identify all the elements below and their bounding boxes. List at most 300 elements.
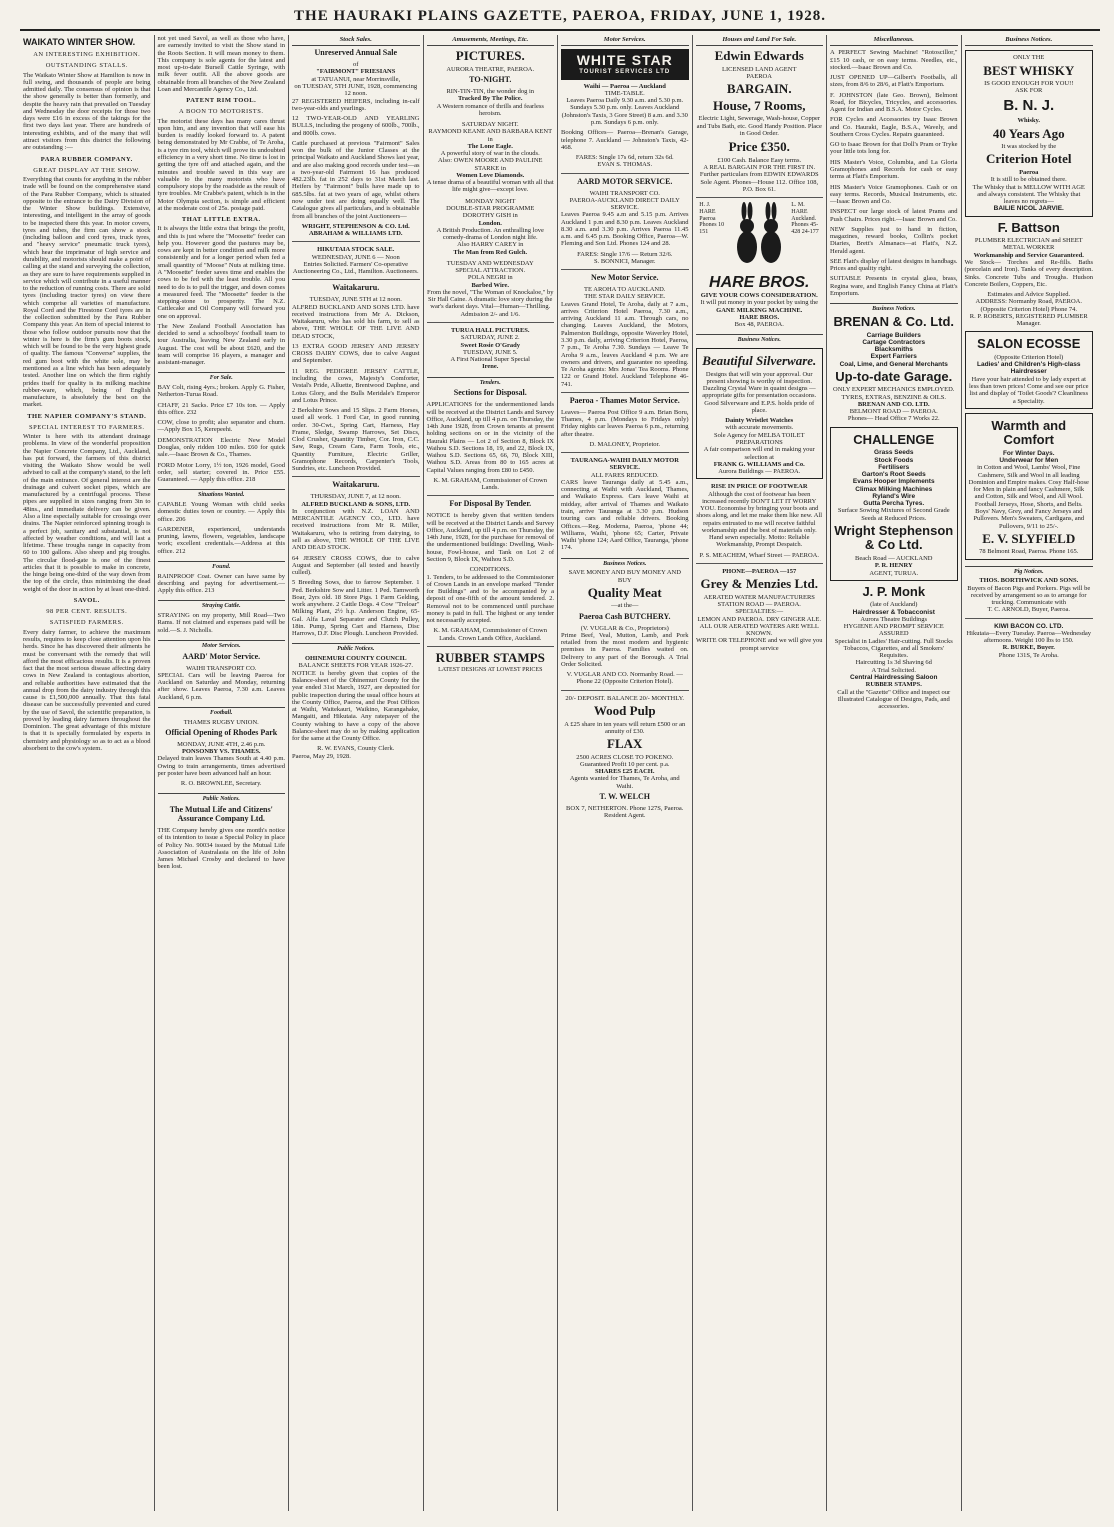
ad-line: Agents wanted for Thames, Te Aroha, and Waihi. bbox=[569, 775, 680, 790]
ad-line: SATURDAY NIGHT. bbox=[461, 121, 519, 129]
ad-signature: K. M. GRAHAM, Commissioner of Crown Lands. bbox=[433, 476, 547, 492]
ad-line: Box 48, PAEROA. bbox=[734, 321, 784, 329]
article-paragraph: Winter is here with its attendant drainage problems. In view of the wonderful proposition the Napier Concrete Company, Ltd., Auckland, has put forward, the farmers of this district visiting the Waikato Show would be well advised to call at the company's stand, to the left of the main entrance. Of general interest are the drainage and culvert socket pipes, which are manufactured by a centrifugal process. These pipes are supplied in sizes ranging from 3in to 48ins., and immediate delivery can be given. Also a line especially suitable for crossings over drains. The Napier reinforced spinning trough is a perfect job, sanitary and substantial, is not affected by weather conditions, and will last a lifetime. These troughs range in capacity from 60 to 100 gallons. Also sheep and pig troughs. The circular flood-gate is one of the finest articles that it is possible to make in concrete, the hinge being one-third of the way down from the top of the circle, thus minimising the dead weight of the door in action by at least one-third. bbox=[23, 433, 151, 593]
ad-line: BRENAN AND CO. LTD. bbox=[857, 400, 930, 408]
ad-item: 12 TWO-YEAR-OLD AND YEARLING BULLS, including the progeny of 600lb., 700lb., and 800lb. cows. bbox=[292, 115, 420, 137]
film-title: Barbed Wire. bbox=[471, 281, 510, 289]
ad-line: A fair comparison will end in making your selection at bbox=[703, 446, 815, 461]
classified-ad: DEMONSTRATION Electric New Model Douglas, only ridden 100 miles. £60 for quick sale.—Isaac Brown & Co., Thames. bbox=[157, 436, 285, 459]
column-4 bbox=[424, 35, 559, 1511]
ad-heading: Edwin Edwards bbox=[714, 48, 804, 64]
film-title: Sweet Rosie O'Grady bbox=[460, 341, 521, 349]
column-2 bbox=[155, 35, 290, 1511]
ad-text: 2 Berkshire Sows and 15 Slips. 2 Farm Horses, used all work. 1 Ford Car, in good running order. 30-Cwt., Spring Cart, Harness, Hay Frame, Sledge, Swamp Harrows, Set Discs, Clod Crusher, Quantity Timber, Cor. Iron, C.C. Saw, Rugs, Cream Cans, Farm Tools, etc., Quantity Furniture, Electric Griller, Gramophone Records, Carpenter's Tools, Sundries, etc. Luncheon Provided. bbox=[292, 407, 420, 473]
ad-line: OHINEMURI COUNTY COUNCIL bbox=[304, 655, 407, 663]
challenge-ad bbox=[830, 427, 958, 581]
ad-line: on TUESDAY, 5TH JUNE, 1928, commencing 12 noon. bbox=[294, 83, 418, 98]
film-title: Women Love Diamonds. bbox=[456, 171, 525, 179]
ad-line: Coal, Lime, and General Merchants bbox=[839, 360, 948, 368]
ad-text: Further particulars from EDWIN EDWARDS Sole Agent. Phones—House 112. Office 108, P.O. Box 61. bbox=[699, 171, 819, 193]
section-header-straying-cattle: Straying Cattle. bbox=[158, 600, 286, 610]
column-header: Houses and Land For Sale. bbox=[696, 35, 824, 46]
ad-line: A Trial Solicited. bbox=[871, 666, 917, 674]
ad-line: GANE MILKING MACHINE. bbox=[716, 306, 803, 314]
ad-heading: RUBBER STAMPS bbox=[435, 649, 545, 665]
classified-ad: SEE Flatt's display of latest designs in handbags. Prices and quality right. bbox=[830, 257, 958, 273]
ad-line: SATURDAY, JUNE 2. bbox=[460, 334, 520, 342]
column-header: Business Notices. bbox=[965, 35, 1094, 46]
ad-text: Cattle purchased at previous "Fairmont" Sales won the bulk of the Junior Classes at the principal Waikato and Auckland Shows last year, and are also making good records under test—as a two-year-old Fairmont 16 has produced 482.23lb. fat in 252 days to 31st March last. Heifers by "Fairmont" bulls have made up to 685.5lbs. fat at two years of age, whilst others now under test are doing equally well. The Catalogue gives all particulars, and is obtainable from all branches of the joint Auctioneers— bbox=[292, 139, 420, 220]
article-paragraph: not yet used Savol, as well as those who have, are earnestly invited to visit the Show stand in the Roots Section. It will mean money to them. This company is sole agents for the latest and most up-to-date Bursell Cattle Syringe, with milk fever outfit. All the above goods are obtainable from all branches of the New Zealand Loan and Mercantile Agency Co., Ltd. bbox=[157, 35, 285, 93]
article-paragraph: Every dairy farmer, to achieve the maximum results, requires to keep close attention upon his herds. Since he has discovered their ailments he must be conversant with the remedy that will afford the most efficacious results. It is a proven fact that the most serious disease affecting dairy cows in New Zealand is contagious abortion, and reliable authorities have estimated that the annual drop from the dairy industry through this cause is £1,500,000 annually. That this fatal disease can be successfully prevented and cured by the use of Savol, the scientific preparation, is proved by leading dairy farmers throughout the Dominion. The great advantage of this mixture is that it is specially formulated by experts in chemistry and physiology so as to act as a blood absorbent to the cow's system. bbox=[23, 628, 151, 752]
ad-line: A tense drama of a beautiful woman with all that life might give—except love. bbox=[426, 179, 554, 194]
classified-ad: NEW Supplies just to hand in fiction, magazines, reward books, Collin's pocket Diaries, Brett's Almanacs—at Flatt's, N.Z. Herald agent. bbox=[830, 225, 958, 255]
notice-text: NOTICE is hereby given that copies of the Balance-sheet of the Ohinemuri County for the year ended 31st March, 1927, are deposited for public inspection during the usual office hours at the County Office, Paeroa, and the Post Offices at Waihi, Waitekauri, Waikino, Karangahake, Mangaiti, and Hikutaia. Any ratepayer of the County wishing to have a copy of the above Balance-sheet may do so by making application for the same at the County Office. bbox=[292, 669, 420, 743]
ad-heading: Warmth and Comfort bbox=[991, 417, 1067, 448]
ad-signature: K. M. GRAHAM, Commissioner of Crown Lands. Crown Lands Office, Auckland. bbox=[433, 627, 547, 642]
ad-line: TURUA HALL PICTURES. bbox=[450, 327, 530, 334]
ad-heading: TO-NIGHT. bbox=[469, 75, 512, 85]
ad-line: Gutta Percha Tyres. bbox=[863, 500, 925, 508]
ad-heading: T. W. WELCH bbox=[599, 791, 650, 801]
ad-line: TUESDAY AND WEDNESDAY bbox=[446, 259, 534, 267]
section-header-motor-services: Motor Services. bbox=[158, 640, 286, 650]
ad-text: Leaves Paeroa 9.45 a.m and 5.15 p.m. Arrives Auckland 1 p.m and 8.30 p.m. Leaves Auckland 8.30 a.m. and 3.30 p.m. Arrives Paeroa 11.45 a.m. and 6.45 p.m. Booking Office, Paeroa—W. Fleming and Son Ltd. Phones 124 and 28. bbox=[561, 211, 689, 248]
divider bbox=[696, 563, 824, 564]
classified-ad: COW, close to profit; also separator and churn.—Apply Box 15, Kerepeehi. bbox=[157, 419, 285, 434]
ad-line: Climax Milking Machines bbox=[855, 485, 933, 493]
ad-line: PLUMBER ELECTRICIAN and SHEET METAL WORKER bbox=[974, 237, 1083, 252]
ad-heading: Waitakaruru. bbox=[332, 480, 380, 490]
section-heading: THE NAPIER COMPANY'S STAND. bbox=[27, 412, 147, 420]
ad-line: BELMONT ROAD — PAEROA. bbox=[849, 408, 938, 416]
ad-line: Call at the "Gazette" Office and inspect our Illustrated Catalogue of Designs, Pads, and accessories. bbox=[837, 688, 951, 711]
ad-line: THOS. BORTHWICK AND SONS. bbox=[979, 577, 1079, 585]
ad-line: Haircutting 1s 3d Shaving 6d bbox=[855, 659, 932, 667]
ad-line: P. R. HENRY bbox=[874, 562, 913, 570]
section-subheading: SPECIAL INTEREST TO FARMERS. bbox=[29, 423, 145, 431]
ad-line: Have your hair attended to by lady expert at less than town prices! Come and see our price list and display of 'Toilet Goods'? Cleanliness a Speciality. bbox=[969, 375, 1089, 405]
ad-heading: CHALLENGE bbox=[853, 431, 935, 447]
classified-ad: INSPECT our large stock of latest Prams and Push Chairs. Prices right.—Isaac Brown and Co. bbox=[830, 208, 958, 223]
ad-line: Cartage Contractors bbox=[862, 338, 926, 346]
ad-line: (Opposite Criterion Hotel) bbox=[994, 353, 1064, 361]
ad-line: WAIHI TRANSPORT CO. bbox=[186, 664, 257, 672]
columns bbox=[20, 35, 1100, 1511]
divider bbox=[427, 646, 555, 647]
ad-line: L. M. HARE Auckland. Phones 45-428 24-177 bbox=[791, 202, 819, 235]
ad-line: A Western romance of thrills and fearless heroism. bbox=[436, 102, 544, 117]
hare-bros-ad bbox=[696, 202, 824, 272]
logo-subtext: TOURIST SERVICES LTD bbox=[579, 68, 671, 75]
ad-line: BALANCE SHEETS FOR YEAR 1926-27. bbox=[298, 662, 413, 670]
article-paragraph: The New Zealand Football Association has decided to send a schoolboys' football team to tour Australia, leaving New Zealand early in August. The cost will be about £620, and the team will comprise 16 players, a manager and assistant-manager. bbox=[157, 322, 285, 367]
ad-line: CONDITIONS. bbox=[469, 566, 511, 574]
divider bbox=[292, 279, 420, 280]
section-heading: PATENT RIM TOOL. bbox=[186, 97, 257, 105]
article-subtitle: AN INTERESTING EXHIBITION. bbox=[33, 51, 141, 59]
section-heading: PARA RUBBER COMPANY. bbox=[40, 155, 133, 163]
ad-line: Estimates and Advice Supplied. bbox=[987, 291, 1071, 299]
classified-ad: BAY Colt, rising 4yrs.; broken. Apply G. Fisher, Netherton-Turua Road. bbox=[157, 384, 285, 399]
article-paragraph: It is always the little extra that brings the profit, and this is just where the "Moosette" feeder can help you. However good the pastures may be, cows are kept in better condition and milk more consistently and for a longer period when fed a small quantity of "Moose" Nuts at milking time. A "Moosette" feeder saves time and enables the cows to be fed with the least trouble. All you need to do is to pull the trigger, and down comes a measured feed. The "Moosette" feeder is the stepping-stone to prosperity. The N.Z. Cattlecake and Oil Company will forward you one on approval. bbox=[157, 225, 285, 320]
film-title: The Man from Red Gulch. bbox=[453, 248, 528, 256]
column-6 bbox=[693, 35, 828, 1511]
ad-line: FARES: Single 17s 6d, return 32s 6d. bbox=[575, 154, 674, 162]
ad-line: Aurora Theatre Buildings bbox=[860, 615, 928, 623]
ad-signature: S. BONNICI, Manager. bbox=[593, 257, 656, 265]
ad-line: PONSONBY VS. THAMES. bbox=[181, 748, 261, 756]
ad-line: A British Production. An enthralling love comedy-drama of London night life. bbox=[436, 226, 544, 242]
divider bbox=[292, 241, 420, 242]
ad-heading: SALON ECOSSE bbox=[977, 336, 1081, 352]
ad-line: Central Hairdressing Saloon bbox=[850, 674, 938, 681]
ad-line: Garton's Root Seeds bbox=[861, 471, 926, 479]
ad-line: A powerful story of war in the clouds. bbox=[440, 150, 540, 158]
ad-line: Specialist in Ladies' Hair-cutting. Full Stocks Tobaccos, Cigarettes, and all Smokers' Requisites. bbox=[834, 637, 953, 660]
white-star-logo bbox=[561, 49, 689, 79]
ad-line: £100 Cash. Balance Easy terms. bbox=[717, 156, 802, 164]
ad-line: SAVE MONEY AND BUY MONEY AND BUY bbox=[568, 569, 681, 584]
divider bbox=[427, 495, 555, 496]
ad-heading: F. Battson bbox=[997, 219, 1060, 235]
ad-line: Paeroa, May 29, 1928. bbox=[292, 752, 351, 760]
ad-heading: Quality Meat bbox=[587, 584, 662, 600]
ad-heading: Price £350. bbox=[728, 139, 790, 155]
ad-line: HYGIENE AND PROMPT SERVICE ASSURED bbox=[843, 623, 944, 638]
salon-ad bbox=[965, 331, 1094, 408]
ad-text: We Stock— Torches and Re-fills. Baths (porcelain and Iron). Tanks of every description. Sinks. Concrete Tubs and Troughs. Hudson Concrete Boilers, Coppers, Etc. bbox=[964, 258, 1093, 288]
column-header: Amusements, Meetings, Etc. bbox=[427, 35, 555, 46]
ad-signature: R. W. EVANS, County Clerk. bbox=[317, 745, 395, 753]
classified-ad: HIS Master's Voice Gramophones. Cash or on easy terms. Records, Musical Instruments, etc.—Isaac Brown and Co. bbox=[830, 183, 958, 206]
ad-heading: Beautiful Silverware. bbox=[702, 353, 817, 369]
ad-text: Electric Light, Sewerage, Wash-house, Copper and Tubs Bath, etc. Good Handy Position. Place in Good Order. bbox=[696, 115, 822, 137]
ad-line: Also HARRY CAREY in bbox=[457, 241, 524, 249]
ad-line: WRIGHT, STEPHENSON & CO. Ltd. bbox=[301, 222, 410, 230]
classified-ad: STRAYING on my property, Mill Road—Two Rams. If not claimed and expenses paid will be sold.—S. J. Nicholls. bbox=[157, 612, 285, 634]
ad-item: 13 EXTRA GOOD JERSEY AND JERSEY CROSS DAIRY COWS, due to calve August and September. bbox=[292, 342, 420, 365]
column-1 bbox=[20, 35, 155, 1511]
ad-line: TIME-TABLE. bbox=[604, 89, 645, 97]
column-7 bbox=[827, 35, 962, 1511]
ad-line: BOX 7, NETHERTON. Phone 127S, Paeroa. Resident Agent. bbox=[566, 804, 684, 820]
ad-heading: BRENAN & Co. Ltd. bbox=[833, 313, 955, 329]
ad-line: THE STAR DAILY SERVICE. bbox=[584, 293, 666, 301]
notice-text: NOTICE is hereby given that written tenders will be received at the District Lands and Survey Office, Auckland, up till 4 p.m. on Thursday, the 14th June, 1928, for the purchase for removal of the undermentioned buildings: Dwelling, Wash-house, Fowl-house, and Tank on Lot 2 of Section 9, Block IX, Waihou S.D. bbox=[426, 512, 554, 563]
section-header-for-sale: For Sale. bbox=[158, 372, 286, 382]
ad-line: with accurate movements. bbox=[725, 424, 794, 432]
article-paragraph: The motorist these days has many cares thrust upon him, and any invention that will ease his burden is readily looked forward to. A patent being demonstrated by Mr Crabbe, of Te Aroha, is a tyre rim tool, which will prove its undoubted efficiency in a very short time. No time is lost in getting the tyre off and attached again, and the minutes and trouble saved in this way are valuable to the many motorists who have compulsory stops by the roadside as the result of tyre troubles. Mr Crabbe's patent, which is in the Motor Olympia section, is simple and efficient at the moderate cost of 25s. postage paid. bbox=[157, 117, 285, 212]
ad-line: ADDRESS: Normanby Road, PAEROA. (Opposite Criterion Hotel) Phone 74. bbox=[975, 298, 1082, 313]
ad-line: Expert Farriers bbox=[870, 353, 917, 361]
ad-line: Surface Sowing Mixtures of Second Grade Seeds at Reduced Prices. bbox=[837, 507, 950, 522]
ad-line: "FAIRMONT" FRIESIANS bbox=[316, 68, 396, 76]
ad-line: Grass Seeds bbox=[874, 449, 914, 457]
classified-ad: F. JOHNSTON (late Geo. Brown), Belmont Road, for Bicycles, Tricycles, and accessories. Agent for Indian and B.S.A. Motor Cycles. bbox=[830, 91, 958, 114]
ad-line: R. BURKE, Buyer. bbox=[1002, 644, 1055, 652]
ad-line: Evans Hooper Implements bbox=[852, 478, 935, 486]
ad-line: FRANK G. WILLIAMS and Co. bbox=[713, 460, 805, 468]
classified-ad: HIS Master's Voice, Columbia, and La Gloria Gramophones and Records for cash or easy terms at Flatt's Emporium. bbox=[830, 158, 958, 181]
column-header: Stock Sales. bbox=[292, 35, 420, 46]
ad-signature: R. O. BROWNLEE, Secretary. bbox=[180, 780, 262, 788]
ad-heading: For Disposal By Tender. bbox=[449, 499, 532, 509]
silverware-ad bbox=[696, 348, 824, 479]
ad-line: RISE IN PRICE OF FOOTWEAR bbox=[710, 483, 808, 491]
ad-line: Whisky. bbox=[1017, 117, 1041, 125]
ad-line: Waihi — Paeroa — Auckland bbox=[583, 82, 666, 90]
ad-heading: Waitakaruru. bbox=[332, 283, 380, 293]
ad-line: For Winter Days. bbox=[1002, 449, 1055, 457]
ad-line: A First National Super Special bbox=[450, 356, 530, 364]
ad-line: IS GOOD ENOUGH FOR YOU!! bbox=[984, 80, 1074, 88]
ad-item: 64 JERSEY CROSS COWS, due to calve August and September (all tested and heavily culled). bbox=[292, 554, 420, 577]
column-8 bbox=[962, 35, 1097, 1511]
ad-heading: BARGAIN. bbox=[726, 81, 792, 97]
section-subheading: A BOON TO MOTORISTS. bbox=[179, 108, 264, 116]
ad-line: STATION ROAD — PAEROA. bbox=[717, 601, 801, 609]
ad-line: WRITE OR TELEPHONE and we will give you prompt service bbox=[696, 637, 823, 652]
ad-line: LEMON AND PAEROA. DRY GINGER ALE. bbox=[697, 615, 822, 623]
ad-line: ONLY EXPERT MECHANICS EMPLOYED. bbox=[833, 386, 955, 394]
column-header: Miscellaneous. bbox=[830, 35, 958, 46]
ad-line: ONLY THE bbox=[1013, 54, 1045, 62]
ad-heading: Criterion Hotel bbox=[985, 151, 1072, 167]
classified-ad: JUST OPENED UP—Gilbert's Footballs, all sizes, from 8/6 to 28/6, at Flatt's Emporium. bbox=[830, 74, 958, 89]
divider bbox=[427, 322, 555, 323]
ad-line: GIVE YOUR COWS CONSIDERATION. bbox=[700, 292, 818, 300]
section-subheading: GREAT DISPLAY AT THE SHOW. bbox=[33, 166, 141, 174]
ad-heading: The Mutual Life and Citizens' Assurance Company Ltd. bbox=[169, 805, 273, 824]
ad-line: TUESDAY, JUNE 5. bbox=[462, 348, 518, 356]
ad-text: 5 Breeding Sows, due to farrow September. 1 Ped. Berkshire Sow and Litter. 1 Ped. Tamworth Boar, 2yrs old. 18 Store Pigs. 1 Farm Gelding, work anywhere. 2 Cattle Dogs. 4 Cow "Treloar" Milking Plant, 2½ h.p. Anderson Engine, 65-Gal. Alfa Laval Separator and Clutch Pulley, 18in. Pump, Spring Cart and Harness, Disc Harrows, D.F. Disc Plough. Luncheon Provided. bbox=[292, 579, 420, 638]
divider bbox=[292, 476, 420, 477]
ad-line: Dainty Wristlet Watches bbox=[725, 417, 794, 425]
column-header: Motor Services. bbox=[561, 35, 689, 46]
ad-line: DOUBLE-STAR PROGRAMME bbox=[446, 205, 535, 213]
ad-line: RUBBER STAMPS. bbox=[865, 681, 922, 689]
ad-line: at TATUANUI, near Morrinsville, bbox=[311, 75, 401, 83]
divider bbox=[696, 197, 824, 198]
section-subheading: SATISFIED FARMERS. bbox=[49, 619, 124, 627]
ad-line: Admission 2/- and 1/6. bbox=[460, 310, 521, 318]
ad-signature: P. S. MEACHEM, Wharf Street — PAEROA. bbox=[699, 551, 820, 559]
notice-text: THE Company hereby gives one month's notice of its intention to issue a Special Policy in place of Policy No. 90034 issued by the Mutual Life Association of Australasia on the life of John James Michael Crosby and declared to have been lost. bbox=[157, 827, 285, 871]
ad-text: Leaves Paeroa Daily 9.30 a.m. and 5.30 p.m. Sundays 5.30 p.m. only. Leaves Auckland (Johnston's Taxis, 3 Gore Street) 8 a.m. and 3.30 p.m. Sundays 6 p.m. only. bbox=[561, 97, 688, 126]
section-header-business-notices: Business Notices. bbox=[561, 558, 689, 568]
ad-line: THURSDAY, JUNE 7, at 12 noon. bbox=[310, 493, 401, 501]
ad-line: H. J. HARE Paeroa Phones 10 151 bbox=[699, 202, 725, 235]
ad-heading: Official Opening of Rhodes Park bbox=[165, 727, 278, 737]
ad-heading: Unreserved Annual Sale bbox=[314, 48, 398, 58]
ad-line: (V. VUGLAR & Co., Proprietors) bbox=[580, 624, 669, 632]
ad-line: AGENT, TURUA. bbox=[869, 569, 919, 577]
ad-line: LATEST DESIGNS AT LOWEST PRICES bbox=[438, 667, 543, 674]
ad-line: 20/- DEPOSIT. BALANCE 20/- MONTHLY. bbox=[565, 694, 685, 702]
ad-line: POLA NEGRI in bbox=[467, 274, 513, 282]
ad-heading: 40 Years Ago bbox=[992, 125, 1065, 141]
ad-heading: E. V. SLYFIELD bbox=[982, 530, 1076, 546]
ad-line: ASK FOR bbox=[1015, 87, 1043, 95]
classified-ad: FOR Cycles and Accessories try Isaac Brown and Co. Hauraki, Eagle, B.S.A., Wavely, and Southern Cross Cycles. Repairs guaranteed. bbox=[830, 116, 958, 138]
article-title-winter-show: WAIKATO WINTER SHOW. bbox=[23, 37, 136, 47]
ad-line: Blacksmiths bbox=[874, 346, 913, 354]
classified-ad: CAPABLE Young Woman with child seeks domestic duties town or country. — Apply this office. 206 bbox=[157, 501, 285, 523]
ad-text: ALFRED BUCKLAND AND SONS LTD. have received instructions from Mr A. Dickson, Waitakaruru, who has sold his farm, to sell as above, THE WHOLE OF THE LIVE AND DEAD STOCK, bbox=[292, 303, 420, 340]
divider bbox=[561, 392, 689, 393]
ad-text: Prime Beef, Veal, Mutton, Lamb, and Pork retailed from the most modern and hygienic premises in Paeroa. Families waited on. Delivery to any part of the Borough. A Trial Order Solicited. bbox=[561, 631, 689, 668]
classified-ad: SUITABLE Presents in crystal glass, brass, Regina ware, and English Fancy China at Flatt's Emporium. bbox=[830, 275, 958, 297]
divider bbox=[561, 269, 689, 270]
ad-line: FARES: Single 17/6 — Return 32/6. bbox=[577, 250, 673, 258]
logo-text: WHITE STAR bbox=[576, 52, 673, 69]
whisky-ad bbox=[965, 50, 1094, 216]
ad-line: SHARES £25 EACH. bbox=[595, 768, 655, 776]
ad-line: Phones— Head Office 7 Works 22. bbox=[847, 415, 940, 423]
ad-line: It is still to be obtained there. bbox=[990, 176, 1067, 184]
ad-heading: AARD' Motor Service. bbox=[182, 651, 261, 661]
ad-text: Leaves Grand Hotel, Te Aroha, daily at 7 a.m., arrives Criterion Hotel Paeroa, 7.30 a.m., arriving Auckland 11 a.m. Through cars, no changing. Leaves Auckland, the Motors, Palmerston Buildings, opposite Waverley Hotel, 3.30 p.m. daily, arriving Criterion Hotel, Paeroa, 7 p.m., Te Aroha 7.30. Sundays — Leave Te Aroha 9 a.m., leaves Auckland 4 p.m. We are owners and drivers, and guarantee no speeding. Te Aroha agents: Mrs Jonas' Tea Rooms. Phone 122 or Grand Hotel. Auckland Telephone 46-741. bbox=[561, 300, 689, 388]
ad-text: Designs that will win your approval. Our present showing is worthy of inspection. Dazzling Crystal Ware in quaint designs — appropriate gifts for presentation occasions. Good Silverware and E.P.S. holds pride of place. bbox=[702, 370, 817, 414]
ad-line: DOROTHY GISH in bbox=[462, 212, 518, 220]
ad-line: PHONE—PAEROA —157 bbox=[722, 567, 797, 575]
ad-line: 2500 ACRES CLOSE TO POKENO. Guaranteed Profit 10 per cent. p.a. bbox=[576, 753, 674, 768]
divider bbox=[561, 690, 689, 691]
classified-ad: GARDENER, experienced, understands pruning, lawns, flowers, vegetables, landscape work; excellent credentials.—Address at this office. 212 bbox=[157, 525, 285, 555]
masthead: THE HAURAKI PLAINS GAZETTE, PAEROA, FRIDAY, JUNE 1, 1928. bbox=[20, 0, 1100, 31]
notice-text: 1. Tenders, to be addressed to the Commissioner of Crown Lands in an envelope marked "Tender for Buildings" and to be accompanied by a deposit of one-fifth of the amount tendered. 2. Removal not to be commenced until purchase money is paid in full. The highest or any tender not necessarily accepted. bbox=[426, 573, 554, 625]
ad-heading: J. P. Monk bbox=[862, 583, 926, 599]
ad-line: Also: OWEN MOORE AND PAULINE STARKE in bbox=[438, 157, 543, 172]
ad-line: Ladies' and Children's High-class Hairdresser bbox=[976, 361, 1081, 376]
ad-line: WEDNESDAY, JUNE 6 — Noon bbox=[311, 253, 400, 261]
ad-line: Stock Foods bbox=[874, 456, 914, 464]
ad-line: TAURANGA-WAIHI DAILY MOTOR SERVICE. bbox=[570, 457, 679, 472]
ad-line: in Cotton and Wool, Lambs' Wool, Fine Cashmere, Silk and Wool in all leading Dominion and Empire makes. Cosy Half-hose for Men in plain and fancy Cashmere, Silk and Cotton, Silk and Wool, and All Wool. Football Jerseys, Hose, Shorts, and Belts. Boys' Navy, Grey, and Fancy Jerseys and Pullovers. Men's Sweaters, Cardigans, and Pullovers, 9/11 to 25/-. bbox=[968, 464, 1089, 530]
ad-text: Entries Solicited. Farmers' Co-operative Auctioneering Co., Ltd., Hamilton. Auctioneers. bbox=[292, 260, 419, 276]
section-header-found: Found. bbox=[158, 561, 286, 571]
ad-heading: PICTURES. bbox=[455, 48, 525, 64]
ad-heading: HARE BROS. bbox=[709, 274, 810, 292]
ad-line: WAIHI TRANSPORT CO. bbox=[589, 189, 660, 197]
ad-line: A REAL BARGAIN FOR THE FIRST IN. bbox=[703, 164, 816, 172]
ad-heading: Up-to-date Garage. bbox=[835, 368, 953, 384]
divider bbox=[965, 618, 1094, 619]
classified-ad: SPECIAL Cars will be leaving Paeroa for Auckland on Saturday and Monday, returning after show. Leaves Paeroa, 7.30 a.m. Leaves Auckland, 6 p.m. bbox=[157, 671, 285, 701]
ad-text: CARS leave Tauranga daily at 5.45 a.m., connecting at Waihi with Auckland, Thames, and Waikato Express. Cars leave Waihi at midday, after arrival of Thames and Waikato train, arrive Tauranga at 3.30 p.m. Hudson touring cars and reliable drivers. Booking Offices.—Reg. Moderna, Paeroa, 'phone 44; Williams, Waihi, 'phone 65; Carter, Private Waihi 'phone 124; Aard Office, Tauranga, 'phone 174. bbox=[561, 478, 689, 552]
divider bbox=[561, 452, 689, 453]
ad-line: Carriage Builders bbox=[866, 331, 921, 339]
ad-line: RAYMOND KEANE AND BARBARA KENT in bbox=[428, 128, 553, 143]
ad-line: PAEROA bbox=[746, 73, 772, 81]
section-header-business-notices: Business Notices. bbox=[696, 334, 824, 344]
ad-line: KIWI BACON CO. LTD. bbox=[994, 622, 1064, 630]
ad-line: TE AROHA TO AUCKLAND. bbox=[584, 286, 666, 294]
warmth-ad bbox=[965, 413, 1094, 560]
ad-line: LICENSED LAND AGENT bbox=[722, 65, 797, 73]
ad-line: AERATED WATER MANUFACTURERS bbox=[703, 593, 815, 601]
ad-heading: Wright Stephenson & Co Ltd. bbox=[834, 522, 954, 553]
ad-line: Phone 131S, Te Aroha. bbox=[998, 651, 1059, 659]
ad-line: TYRES, EXTRAS, BENZINE & OILS. bbox=[841, 393, 947, 401]
ad-line: Underwear for Men bbox=[999, 457, 1059, 465]
ad-line: HARE BROS. bbox=[739, 313, 780, 321]
ad-line: Aurora Buildings — PAEROA. bbox=[718, 468, 801, 476]
ad-line: Ryland's Wire bbox=[872, 492, 916, 500]
ad-heading: Paeroa Cash BUTCHERY. bbox=[578, 611, 671, 621]
film-title: London. bbox=[478, 219, 502, 227]
section-header-pig-notices: Pig Notices. bbox=[965, 566, 1094, 576]
ad-heading: B. N. J. bbox=[1003, 96, 1055, 114]
column-3 bbox=[289, 35, 424, 1511]
ad-text: In conjunction with N.Z. LOAN AND MERCANTILE AGENCY CO., LTD. have received instructions from Mr R. Miller, Waitakaruru, who is retiring from dairying, to sell as above, THE WHOLE OF THE LIVE AND DEAD STOCK. bbox=[292, 507, 420, 552]
ad-line: ALL FARES REDUCED. bbox=[590, 471, 659, 479]
section-subheading: 98 PER CENT. RESULTS. bbox=[46, 608, 128, 616]
ad-line: ALL OUR AERATED WATERS ARE WELL KNOWN. bbox=[699, 622, 819, 638]
ad-line: Fertilisers bbox=[878, 463, 910, 471]
ad-line: From the novel, "The Woman of Knockaloe," by Sir Hall Caine. A dramatic love story during the war's darkest days. Vital—Human—Thrilling. bbox=[426, 288, 554, 311]
classified-ad: GO to Isaac Brown for that Doll's Pram or Tryke your little tots long for. bbox=[830, 141, 958, 156]
ad-heading: Paeroa - Thames Motor Service. bbox=[569, 395, 680, 405]
ad-line: The Whisky that is MELLOW WITH AGE and always consistent. The Whisky that leaves no regrets— bbox=[972, 183, 1085, 206]
section-heading: THAT LITTLE EXTRA. bbox=[181, 216, 261, 224]
ad-text: Although the cost of footwear has been increased recently DON'T LET IT WORRY YOU. Economise by bringing your boots and shoes along, and let me make them like new. All repairs entrusted to me will receive faithful workmanship and the best of materials only. Hand sewn especially. Motto: Reliable Workmanship, Prompt Despatch. bbox=[696, 490, 823, 549]
ad-heading: House, 7 Rooms, bbox=[713, 97, 806, 113]
classified-ad: FORD Motor Lorry, 1½ ton, 1926 model, Good order, sell starter; covered in. Price £55. Guaranteed. — Apply this office. 218 bbox=[157, 461, 285, 484]
ad-line: Beach Road — AUCKLAND bbox=[855, 555, 933, 562]
ad-line: T. C. ARNOLD, Buyer, Paeroa. bbox=[987, 606, 1070, 614]
divider bbox=[561, 173, 689, 174]
ad-item: 27 REGISTERED HEIFERS, including in-calf two-year-olds and yearlings. bbox=[292, 97, 420, 112]
ad-line: MONDAY NIGHT bbox=[465, 197, 516, 205]
ad-line: ABRAHAM & WILLIAMS LTD. bbox=[308, 230, 403, 238]
ad-line: Buyers of Bacon Pigs and Porkers. Pigs will be received by arrangement so as to arrange for trucking. Communicate with bbox=[967, 584, 1091, 607]
ad-line: HIKUTAIA STOCK SALE. bbox=[317, 246, 395, 254]
article-subtitle: OUTSTANDING STALLS. bbox=[45, 62, 128, 70]
ad-line: —at the— bbox=[611, 602, 639, 610]
article-paragraph: The Waikato Winter Show at Hamilton is now in full swing, and thousands of people are being admitted daily. The consensus of opinion is that the show generally is better than formerly, and despite the heavy rain that prevailed on Tuesday and Wednesday the door receipts for those two days were £16 in excess of the takings for the first two days last year. There are hundreds of interesting exhibits, and of the many that will attract visitors from this district the following are outstanding :— bbox=[23, 71, 151, 152]
ad-line: ALFRED BUCKLAND & SONS, LTD. bbox=[301, 500, 411, 508]
section-header-business-notices: Business Notices. bbox=[830, 303, 958, 313]
ad-line: MONDAY, JUNE 4TH, 2.46 p.m. bbox=[177, 740, 266, 748]
notice-text: APPLICATIONS for the undermentioned lands will be received at the District Lands and Survey Office, Auckland, up till 4 p.m. on Thursday, the 14th June 1928, from Crown tenants at present holding sections on or in the vicinity of the Hauraki Plains — Lot 2 of Section 8, Block IX Waihou S.D. Sections 18, 19, and 22, Block IX, Waihou S.D. Sections 65, 66, 70, Block XIII, Waihou S.D. Areas from 80 to 165 acres at Capital Values ranging from £80 to £450. bbox=[426, 401, 554, 474]
ad-line: It will put money in your pocket by using the bbox=[700, 299, 819, 307]
section-header-situations-wanted: Situations Wanted. bbox=[158, 489, 286, 499]
ad-line: (late of Auckland) bbox=[870, 601, 918, 609]
film-title: Irene. bbox=[482, 363, 499, 371]
ad-text: Booking Offices— Paeroa—Brenan's Garage, telephone 7. Auckland — Johnston's Taxis, 42-468. bbox=[561, 129, 689, 151]
ad-heading: FLAX bbox=[607, 736, 643, 752]
ad-line: 78 Belmont Road, Paeroa. Phone 165. bbox=[979, 548, 1079, 556]
ad-heading: Sections for Disposal. bbox=[453, 388, 527, 398]
ad-line: Paeroa bbox=[1019, 169, 1039, 177]
ad-line: Hairdresser & Tobacconist bbox=[852, 608, 935, 616]
classified-ad: CHAFF, 21 Sacks. Price £7 10s ton. — Apply this office. 232 bbox=[157, 401, 285, 416]
ad-line: SPECIALTIES:— bbox=[735, 608, 784, 616]
ad-line: PAEROA-AUCKLAND DIRECT DAILY SERVICE. bbox=[569, 196, 680, 212]
ad-line: BAILIE NICOL JARVIE. bbox=[993, 205, 1064, 213]
column-5 bbox=[558, 35, 693, 1511]
ad-heading: BEST WHISKY bbox=[983, 62, 1075, 78]
ad-text: Delayed train leaves Thames South at 4.40 p.m. Owing to train arrangements, times advertised per poster have been advanced half an hour. bbox=[157, 755, 285, 777]
ad-line: of bbox=[353, 61, 359, 69]
section-heading: SAVOL. bbox=[73, 596, 100, 604]
section-header-public-notices: Public Notices. bbox=[292, 643, 420, 653]
film-title: The Lone Eagle. bbox=[467, 142, 513, 150]
ad-signature: V. VUGLAR AND CO. Normanby Road. — Phone 22 (Opposite Criterion Hotel). bbox=[566, 671, 683, 686]
ad-signature: D. MALONEY, Proprietor. bbox=[589, 440, 660, 448]
